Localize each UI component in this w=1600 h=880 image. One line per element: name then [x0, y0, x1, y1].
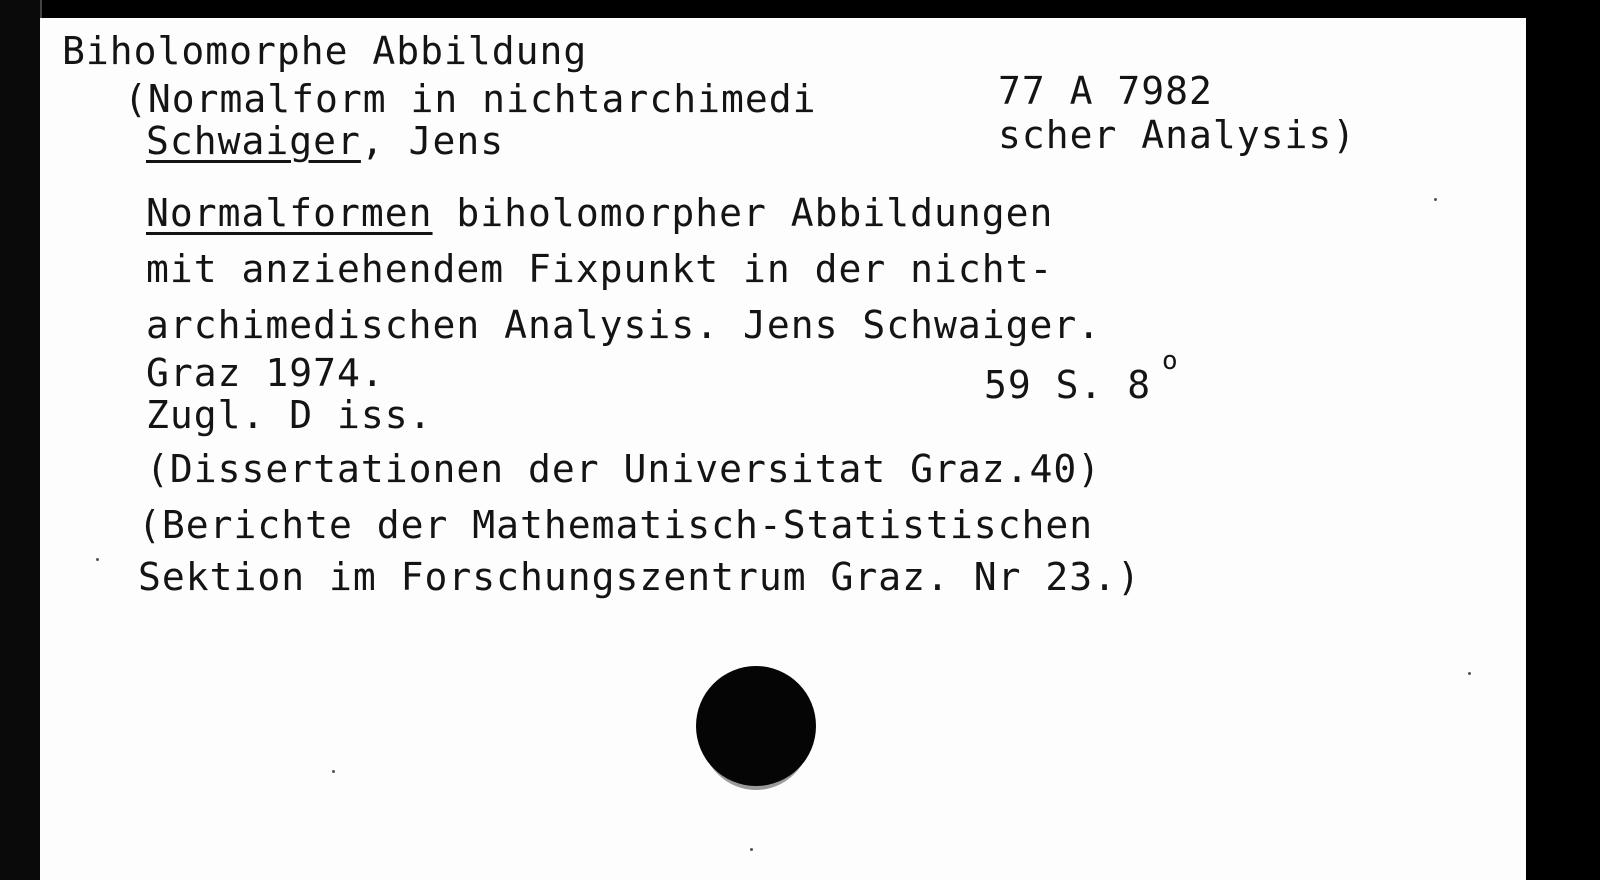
card-punch-hole — [696, 666, 816, 786]
author-surname: Schwaiger — [146, 119, 361, 163]
title-line-2: mit anziehendem Fixpunkt in der nicht- — [146, 247, 1054, 291]
call-number: 77 A 7982 — [998, 69, 1213, 113]
subject-heading: Biholomorphe Abbildung — [62, 29, 588, 73]
title-first-word: Normalformen — [146, 191, 433, 235]
scanner-right-edge — [1526, 0, 1600, 880]
author-forename: , Jens — [360, 119, 505, 163]
author-line — [146, 119, 505, 163]
collation: 59 S. 8 — [984, 363, 1152, 407]
series-statement-1: (Dissertationen der Universitat Graz.40) — [146, 447, 1102, 491]
imprint: Graz 1974. — [146, 351, 385, 395]
dust-speck — [332, 770, 335, 773]
subject-subheading-right: scher Analysis) — [998, 113, 1357, 157]
dust-speck — [1434, 198, 1437, 201]
title-line-3: archimedischen Analysis. Jens Schwaiger. — [146, 303, 1102, 347]
dissertation-note: Zugl. D iss. — [146, 393, 433, 437]
catalog-card — [40, 18, 1526, 880]
title-line-1 — [146, 191, 1054, 235]
subject-subheading-left: (Normalform in nichtarchimedi — [124, 77, 817, 121]
series-statement-2-line-2: Sektion im Forschungszentrum Graz. Nr 23.) — [138, 555, 1141, 599]
scanner-left-edge — [0, 0, 42, 880]
collation-superscript: o — [1162, 346, 1179, 376]
series-statement-2-line-1: (Berichte der Mathematisch-Statistischen — [138, 503, 1094, 547]
dust-speck — [750, 848, 753, 851]
title-line-1-rest: biholomorpher Abbildungen — [432, 191, 1054, 235]
dust-speck — [1468, 672, 1471, 675]
dust-speck — [96, 558, 99, 561]
